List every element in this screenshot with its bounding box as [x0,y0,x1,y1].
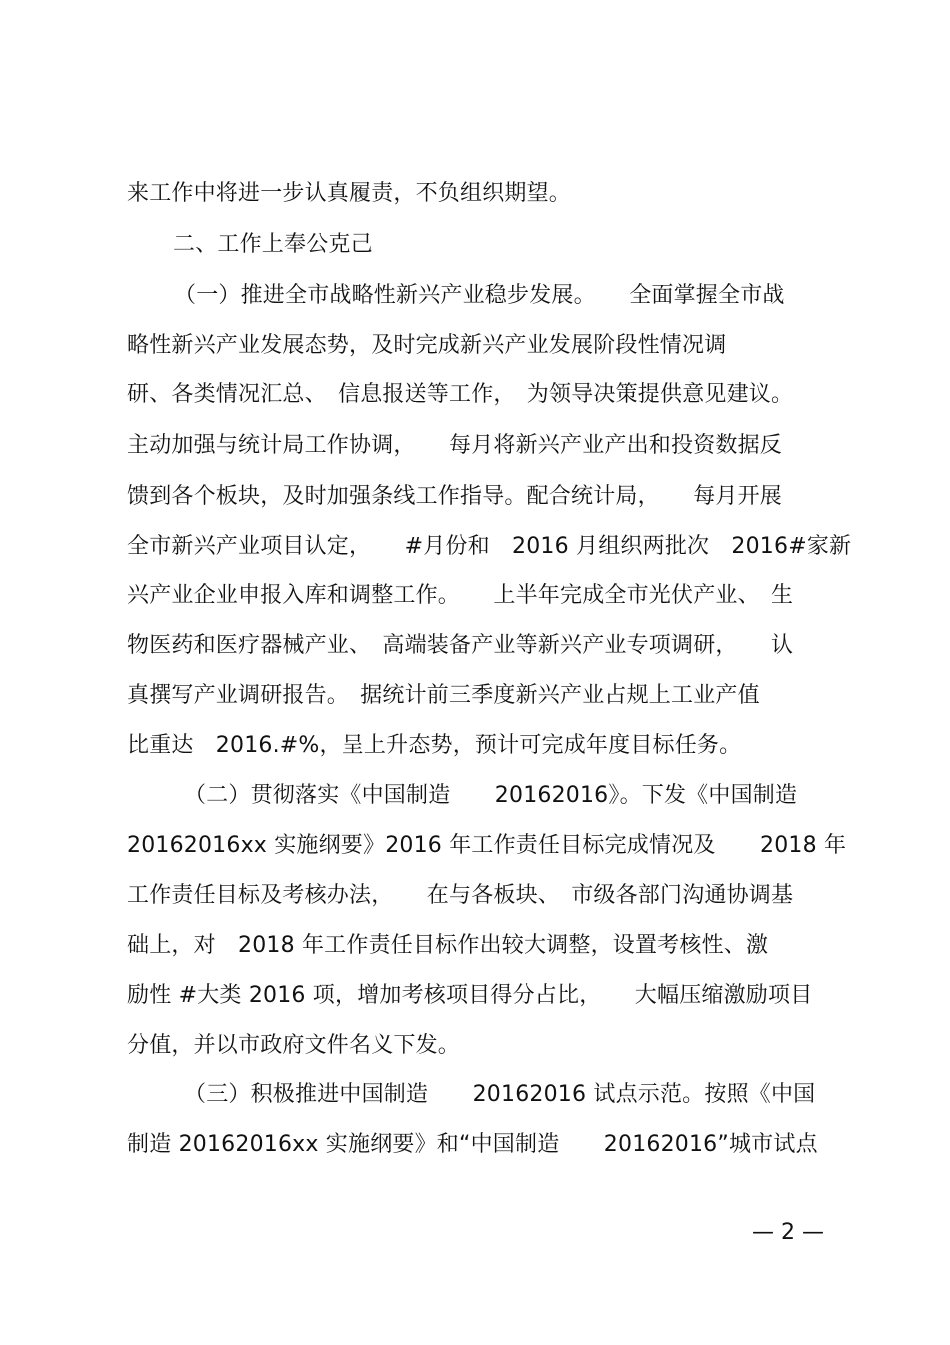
paragraph-heading-line: （二）贯彻落实《中国制造 20162016》。下发《中国制造 [184,783,798,808]
paragraph-heading-line: （一）推进全市战略性新兴产业稳步发展。 全面掌握全市战 [174,283,785,308]
body-text-line: 础上，对 2018 年工作责任目标作出较大调整，设置考核性、激 [127,933,769,958]
body-text-line: 分值，并以市政府文件名义下发。 [127,1033,461,1058]
body-text-line: 励性 #大类 2016 项，增加考核项目得分占比， 大幅压缩激励项目 [127,983,813,1008]
body-text-line: 略性新兴产业发展态势，及时完成新兴产业发展阶段性情况调 [127,333,727,358]
paragraph-heading-line: （三）积极推进中国制造 20162016 试点示范。按照《中国 [184,1082,816,1107]
page-number: — 2 — [752,1220,824,1245]
body-text-line: 20162016xx 实施纲要》2016 年工作责任目标完成情况及 2018 年 [127,833,847,858]
body-text-line: 兴产业企业申报入库和调整工作。 上半年完成全市光伏产业、 生 [127,583,794,608]
body-text-line: 主动加强与统计局工作协调， 每月将新兴产业产出和投资数据反 [127,433,783,458]
body-text-line: 工作责任目标及考核办法， 在与各板块、 市级各部门沟通协调基 [127,883,794,908]
body-text-line: 全市新兴产业项目认定， #月份和 2016 月组织两批次 2016#家新 [127,534,852,559]
body-text-line: 来工作中将进一步认真履责，不负组织期望。 [127,181,572,206]
body-text-line: 比重达 2016.#%，呈上升态势，预计可完成年度目标任务。 [127,733,742,758]
body-text-line: 研、各类情况汇总、 信息报送等工作， 为领导决策提供意见建议。 [127,382,794,407]
section-heading: 二、工作上奉公克己 [173,232,373,257]
body-text-line: 物医药和医疗器械产业、 高端装备产业等新兴产业专项调研， 认 [127,633,794,658]
body-text-line: 馈到各个板块，及时加强条线工作指导。配合统计局， 每月开展 [127,484,783,509]
body-text-line: 真撰写产业调研报告。 据统计前三季度新兴产业占规上工业产值 [127,683,760,708]
body-text-line: 制造 20162016xx 实施纲要》和“中国制造 20162016”城市试点 [127,1132,818,1157]
